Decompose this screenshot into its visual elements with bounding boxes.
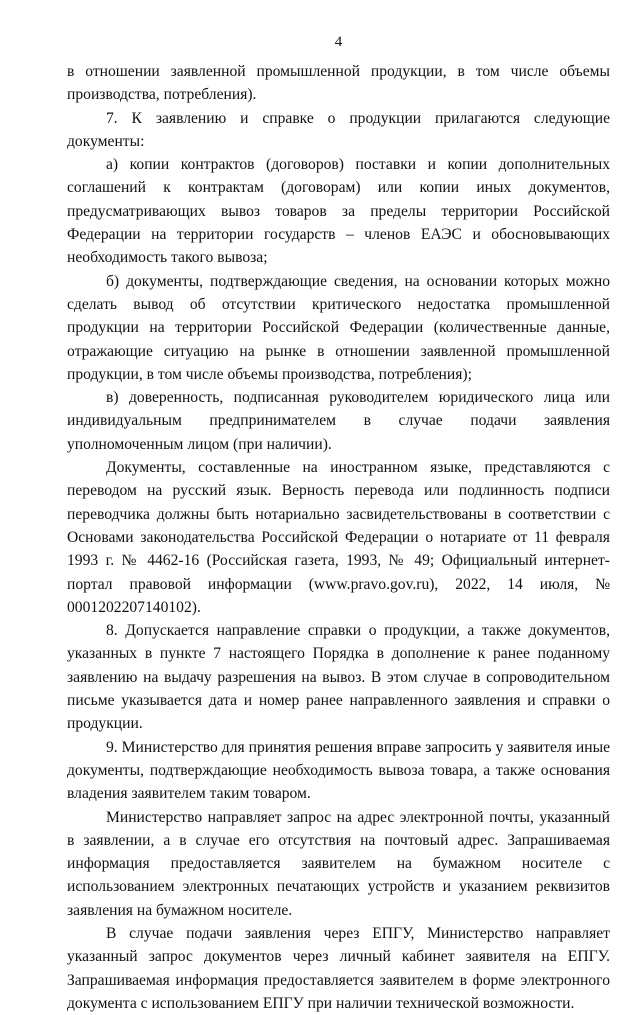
paragraph-item-8: 8. Допускается направление справки о продукции, а также документов, указанных в пункте 7 настоящего Порядка в дополнение к ранее поданному заявлению на выдачу разрешения на вывоз. В этом случае в сопроводительном письме указывается дата и номер ранее направленного заявления и справки о продукции.	[67, 622, 610, 733]
paragraph-continuation: в отношении заявленной промышленной продукции, в том числе объемы производства, потребления).	[67, 63, 610, 104]
paragraph-subitem-b: б) документы, подтверждающие сведения, на основании которых можно сделать вывод об отсутствии критического недостатка промышленной продукции на территории Российской Федерации (количественные данные, отражающие ситуацию на рынке в отношении заявленной промышленной продукции, в том числе объемы производства, потребления);	[67, 272, 610, 383]
paragraph-subitem-a: а) копии контрактов (договоров) поставки и копии дополнительных соглашений к контрактам (договорам) или копии иных документов, предусматривающих вывоз товаров за пределы территории Российской Федерации на территории государств – членов ЕАЭС и обосновывающих необходимость такого вывоза;	[67, 156, 610, 267]
page-number: 4	[334, 34, 343, 50]
paragraph-subitem-v: в) доверенность, подписанная руководителем юридического лица или индивидуальным предпринимателем в случае подачи заявления уполномоченным лицом (при наличии).	[67, 389, 610, 453]
paragraph-item-7: 7. К заявлению и справке о продукции прилагаются следующие документы:	[67, 109, 610, 150]
paragraph-request-email: Министерство направляет запрос на адрес электронной почты, указанный в заявлении, а в случае его отсутствия на почтовый адрес. Запрашиваемая информация предоставляется заявителем на бумажном носителе с использованием электронных печатающих устройств и указанием реквизитов заявления на бумажном носителе.	[67, 808, 610, 919]
document-body	[67, 60, 610, 1015]
paragraph-foreign-documents: Документы, составленные на иностранном языке, представляются с переводом на русский язык. Верность перевода или подлинность подписи переводчика должны быть нотариально засвидетельствованы в соответствии с Основами законодательства Российской Федерации о нотариате от 11 февраля 1993 г. № 4462-16 (Российская газета, 1993, № 49; Официальный интернет-портал правовой информации (www.pravo.gov.ru), 2022, 14 июля, № 0001202207140102).	[67, 459, 610, 616]
paragraph-request-epgu: В случае подачи заявления через ЕПГУ, Министерство направляет указанный запрос документов через личный кабинет заявителя на ЕПГУ. Запрашиваемая информация предоставляется заявителем в форме электронного документа с использованием ЕПГУ при наличии технической возможности.	[67, 924, 610, 1012]
paragraph-item-9: 9. Министерство для принятия решения вправе запросить у заявителя иные документы, подтверждающие необходимость вывоза товара, а также основания владения заявителем таким товаром.	[67, 738, 610, 803]
